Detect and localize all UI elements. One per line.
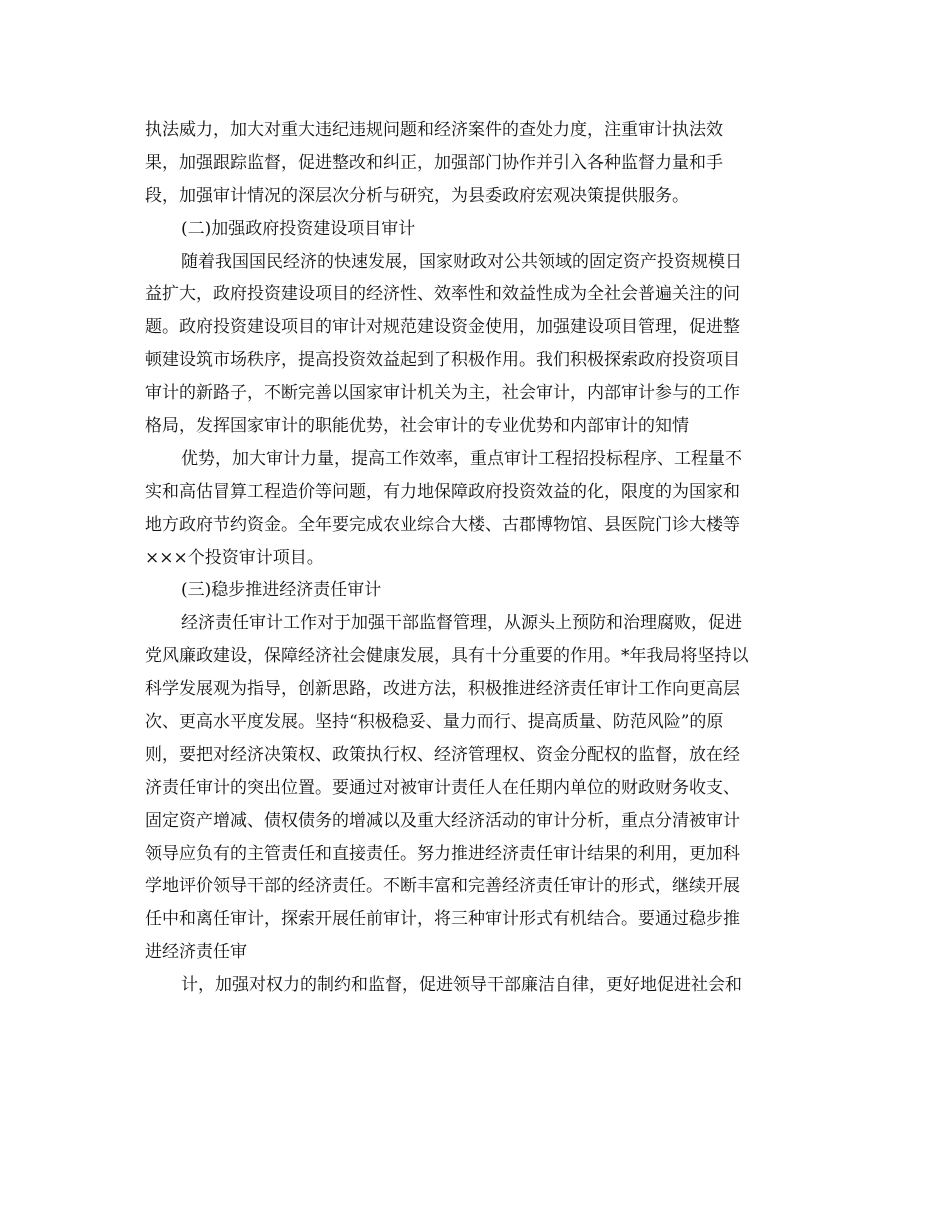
text-line: (三)稳步推进经济责任审计: [181, 580, 382, 601]
text-line: 随着我国国民经济的快速发展，国家财政对公共领域的固定资产投资规模日: [181, 251, 742, 272]
text-line: 实和高估冒算工程造价等问题，有力地保障政府投资效益的化，限度的为国家和: [145, 481, 740, 502]
text-line: 次、更高水平度发展。坚持“积极稳妥、量力而行、提高质量、防范风险”的原: [145, 712, 724, 733]
text-line: (二)加强政府投资建设项目审计: [181, 218, 416, 239]
text-line: ×××个投资审计项目。: [145, 547, 324, 568]
text-line: 执法威力，加大对重大违纪违规问题和经济案件的查处力度，注重审计执法效: [145, 120, 723, 140]
text-line: 段，加强审计情况的深层次分析与研究，为县委政府宏观决策提供服务。: [145, 185, 689, 206]
text-line: 格局，发挥国家审计的职能优势，社会审计的专业优势和内部审计的知情: [145, 416, 689, 437]
text-line: 科学发展观为指导，创新思路，改进方法，积极推进经济责任审计工作向更高层: [145, 679, 740, 700]
text-line: 题。政府投资建设项目的审计对规范建设资金使用，加强建设项目管理，促进整: [145, 317, 740, 338]
text-line: 地方政府节约资金。全年要完成农业综合大楼、古郡博物馆、县医院门诊大楼等: [145, 514, 740, 535]
text-line: 则，要把对经济决策权、政策执行权、经济管理权、资金分配权的监督，放在经: [145, 744, 740, 765]
text-line: 济责任审计的突出位置。要通过对被审计责任人在任期内单位的财政财务收支、: [145, 777, 740, 798]
text-line: 进经济责任审: [145, 942, 247, 963]
text-line: 领导应负有的主管责任和直接责任。努力推进经济责任审计结果的利用，更加科: [145, 843, 740, 864]
text-line: 经济责任审计工作对于加强干部监督管理，从源头上预防和治理腐败，促进: [181, 613, 742, 634]
text-line: 党风廉政建设，保障经济社会健康发展，具有十分重要的作用。*年我局将坚持以: [145, 646, 749, 667]
text-line: 果，加强跟踪监督，促进整改和纠正，加强部门协作并引入各种监督力量和手: [145, 152, 723, 173]
text-line: 优势，加大审计力量，提高工作效率，重点审计工程招投标程序、工程量不: [181, 448, 742, 469]
document-body: [0, 114, 950, 1002]
text-line: 任中和离任审计，探索开展任前审计，将三种审计形式有机结合。要通过稳步推: [145, 909, 740, 930]
text-line: 学地评价领导干部的经济责任。不断丰富和完善经济责任审计的形式，继续开展: [145, 876, 740, 897]
text-line: 计，加强对权力的制约和监督，促进领导干部廉洁自律，更好地促进社会和: [181, 975, 742, 996]
text-line: 顿建设筑市场秩序，提高投资效益起到了积极作用。我们积极探索政府投资项目: [145, 350, 740, 371]
text-line: 审计的新路子，不断完善以国家审计机关为主，社会审计，内部审计参与的工作: [145, 383, 740, 404]
text-line: 固定资产增减、债权债务的增减以及重大经济活动的审计分析，重点分清被审计: [145, 810, 740, 831]
text-line: 益扩大，政府投资建设项目的经济性、效率性和效益性成为全社会普遍关注的问: [145, 284, 740, 305]
